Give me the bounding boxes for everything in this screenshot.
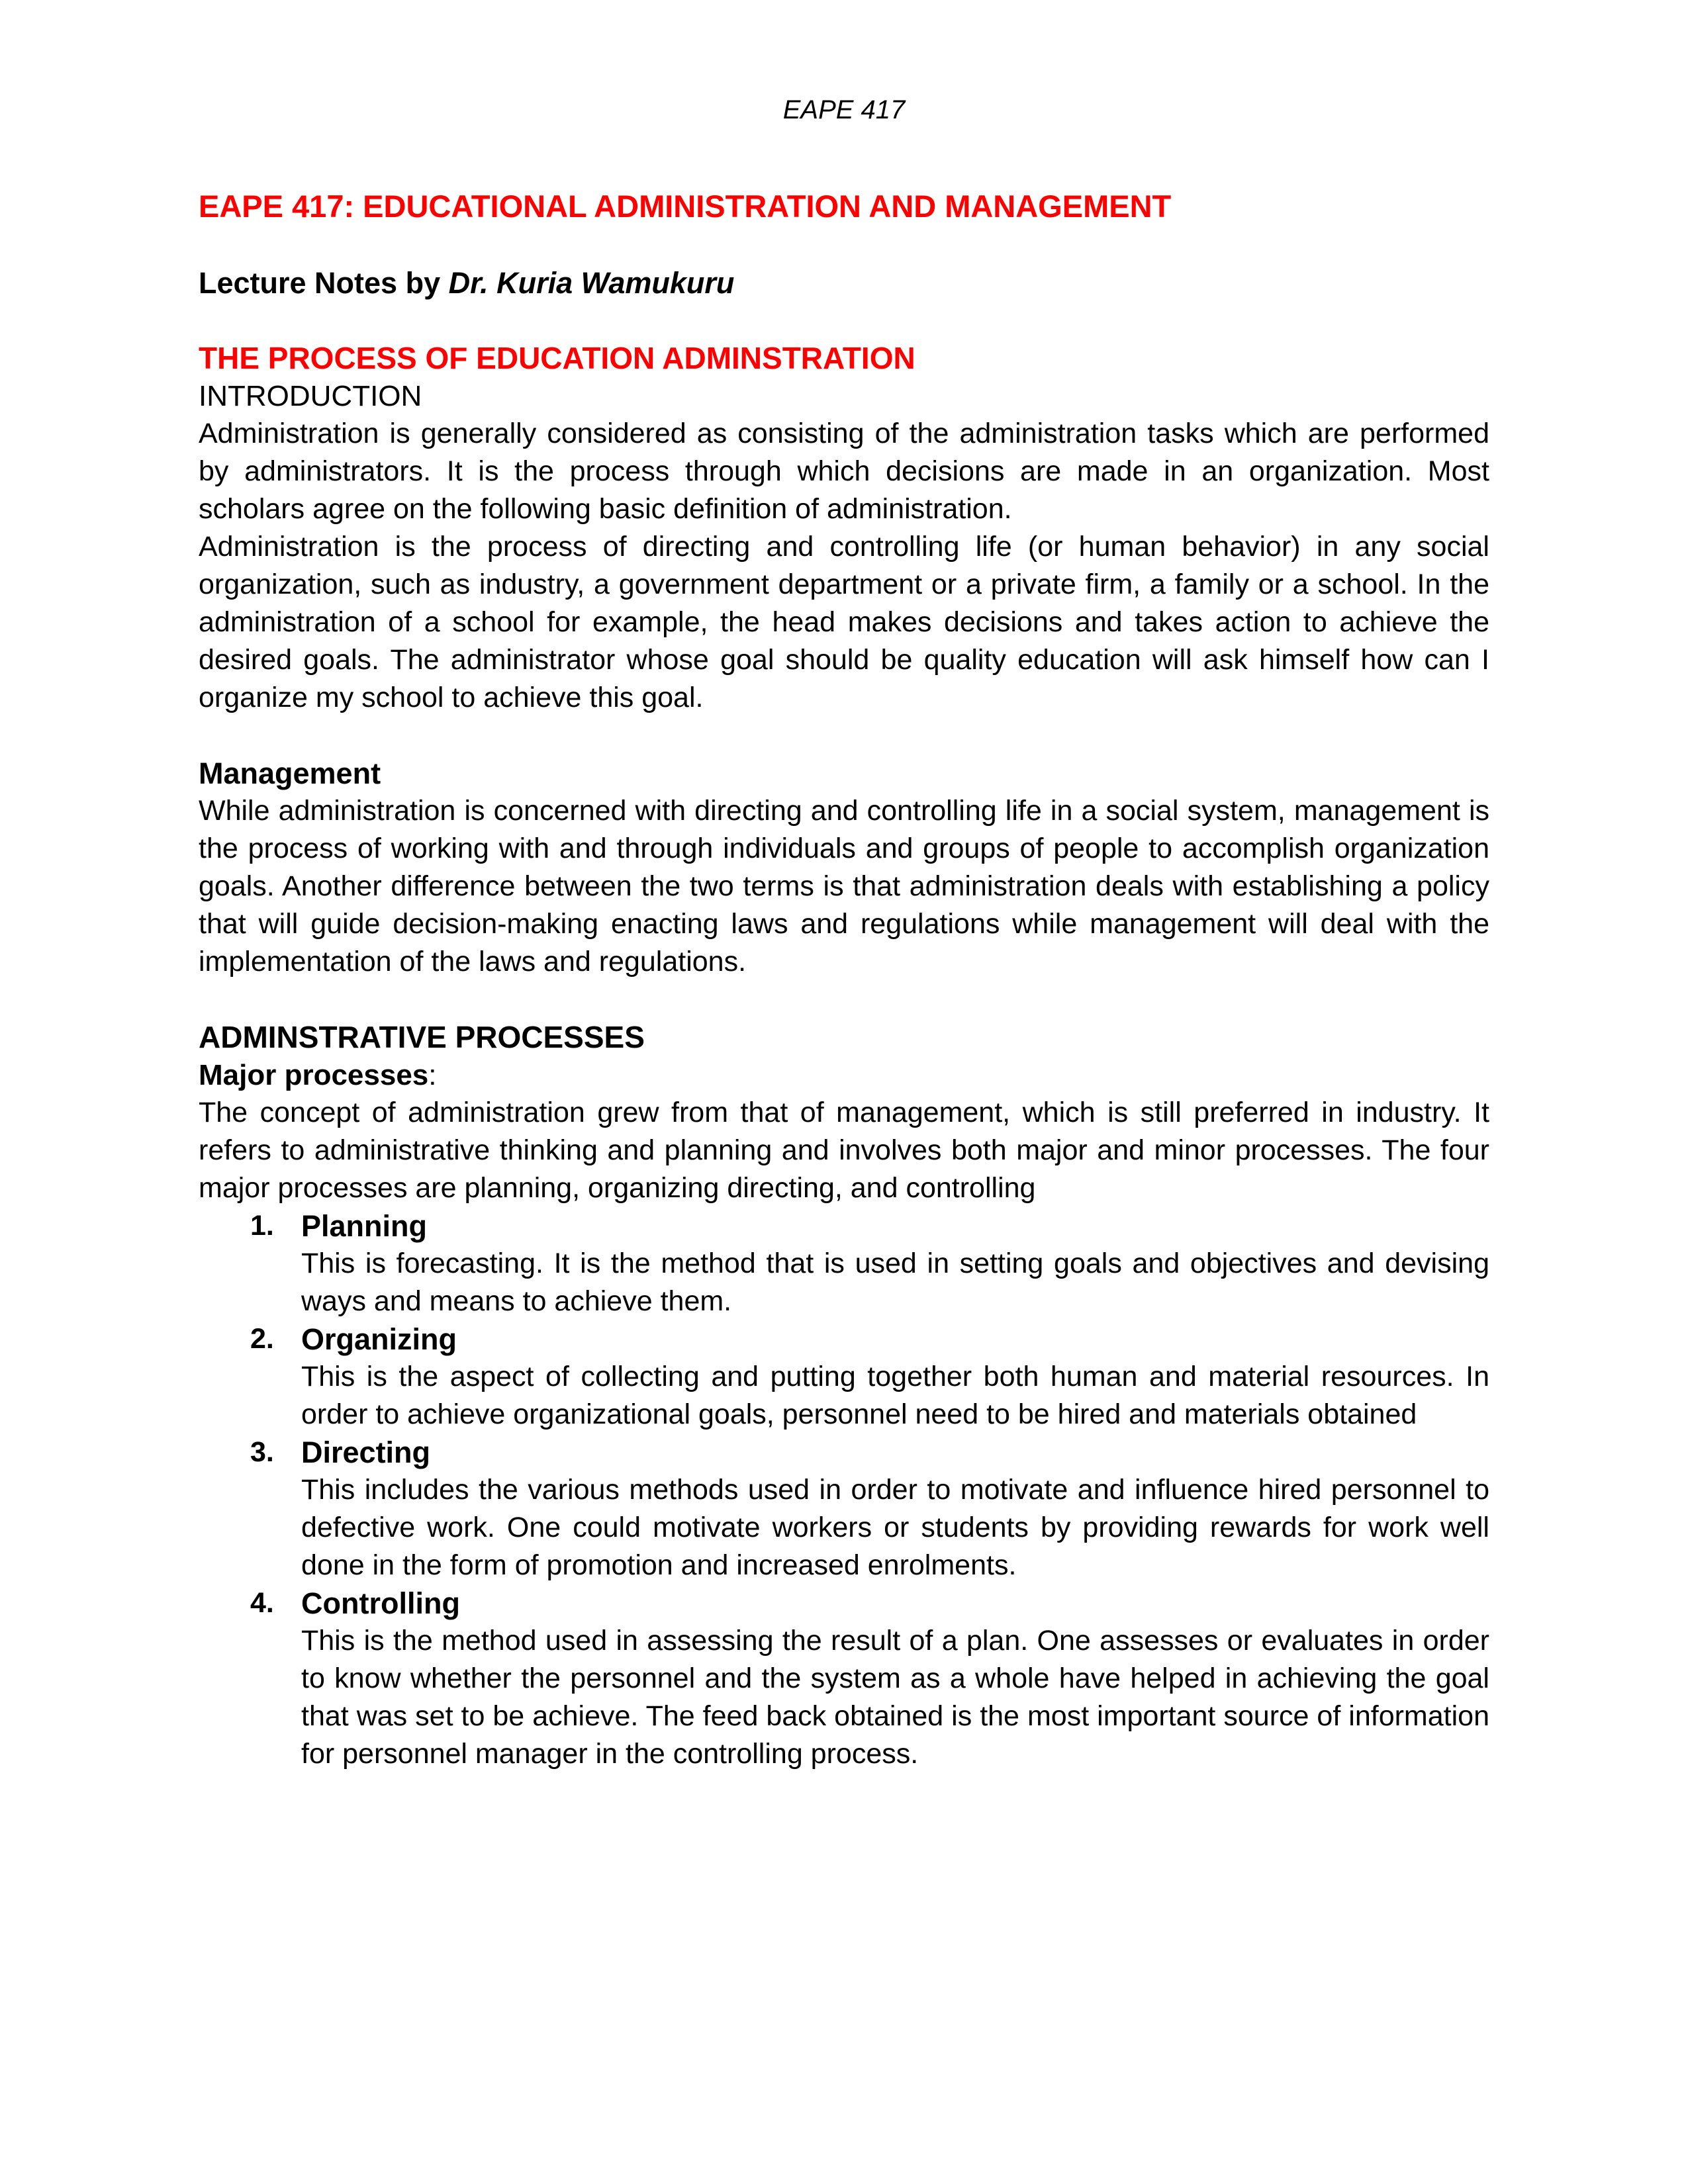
list-item-text-directing: This includes the various methods used in order to motivate and influence hired personnel to defective work. One could motivate workers or students by providing rewards for work well done in the form of promotion and increased enrolments. (301, 1474, 1489, 1581)
list-item-organizing (199, 1320, 1489, 1433)
byline (199, 264, 1489, 302)
list-item-title-planning: Planning (301, 1209, 427, 1243)
process-list (199, 1207, 1489, 1773)
list-item-text-controlling: This is the method used in assessing the result of a plan. One assesses or evaluates in order to know whether the personnel and the system as a whole have helped in achieving the goal that was set to be achieve. The feed back obtained is the most important source of information for personnel manager in the controlling process. (301, 1625, 1489, 1770)
list-item-directing (199, 1433, 1489, 1584)
list-item-title-organizing: Organizing (301, 1322, 457, 1356)
section-heading-management: Management (199, 756, 381, 790)
paragraph-processes-overview: The concept of administration grew from that of management, which is still preferred in industry. It refers to administrative thinking and planning and involves both major and minor processes. The four major processes are planning, organizing directing, and controlling (199, 1097, 1489, 1204)
list-number: 3. (250, 1436, 274, 1468)
list-number: 2. (250, 1323, 274, 1355)
section-heading-process-of-education-administration: THE PROCESS OF EDUCATION ADMINSTRATION (199, 341, 915, 375)
sub-label-major-processes-text: Major processes (199, 1059, 429, 1091)
section-heading-administrative-processes: ADMINSTRATIVE PROCESSES (199, 1020, 645, 1054)
sub-label-major-processes-colon: : (428, 1059, 437, 1091)
list-item-controlling (199, 1584, 1489, 1773)
list-item-text-planning: This is forecasting. It is the method that is used in setting goals and objectives and devising ways and means to achieve them. (301, 1248, 1489, 1317)
list-item-planning (199, 1207, 1489, 1320)
list-item-text-organizing: This is the aspect of collecting and putting together both human and material resources. In order to achieve organizational goals, personnel need to be hired and materials obtained (301, 1361, 1489, 1430)
document-content (199, 187, 1489, 1773)
paragraph-intro-1: Administration is generally considered as consisting of the administration tasks which are performed by administrators. It is the process through which decisions are made in an organization. Most scholars agree on the following basic definition of administration. (199, 418, 1489, 525)
byline-prefix: Lecture Notes by (199, 266, 449, 300)
subheading-introduction: INTRODUCTION (199, 380, 422, 412)
paragraph-management: While administration is concerned with directing and controlling life in a social system, management is the process of working with and through individuals and groups of people to accomplish organization goals. Another difference between the two terms is that administration deals with establishing a policy that will guide decision-making enacting laws and regulations while management will deal with the implementation of the laws and regulations. (199, 795, 1489, 978)
byline-author: Dr. Kuria Wamukuru (448, 266, 735, 300)
list-item-title-directing: Directing (301, 1435, 431, 1469)
document-title: EAPE 417: EDUCATIONAL ADMINISTRATION AND MANAGEMENT (199, 189, 1172, 224)
list-number: 1. (250, 1210, 274, 1242)
list-number: 4. (250, 1587, 274, 1619)
running-header: EAPE 417 (782, 95, 906, 124)
list-item-title-controlling: Controlling (301, 1586, 460, 1620)
paragraph-intro-2: Administration is the process of directing and controlling life (or human behavior) in any social organization, such as industry, a government department or a private firm, a family or a school. In the administration of a school for example, the head makes decisions and takes action to achieve the desired goals. The administrator whose goal should be quality education will ask himself how can I organize my school to achieve this goal. (199, 531, 1489, 713)
sub-label-major-processes (199, 1056, 1489, 1094)
